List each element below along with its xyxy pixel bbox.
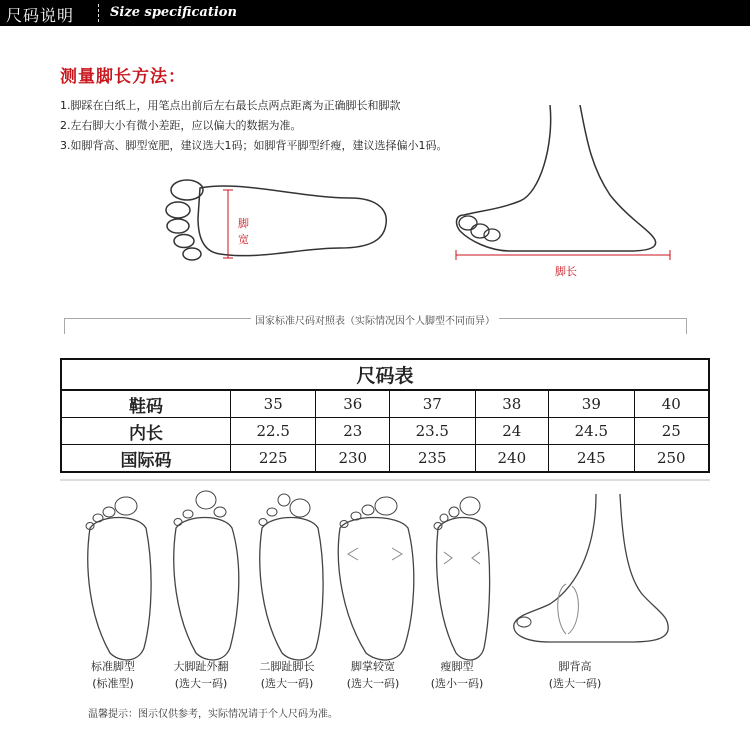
table-cell: 38 [475, 390, 549, 418]
table-cell: 250 [634, 445, 709, 473]
foot-long-second-toe-figure [259, 494, 323, 660]
table-cell: 230 [316, 445, 390, 473]
foot-high-instep-figure [514, 494, 668, 642]
foot-side-view-diagram [450, 105, 680, 275]
table-cell: 37 [390, 390, 475, 418]
measure-step: 1.脚踩在白纸上，用笔点出前后左右最长点两点距离为正确脚长和脚款 [60, 99, 401, 112]
foot-type-slim [402, 658, 512, 692]
table-cell: 39 [549, 390, 634, 418]
measure-title: 测量脚长方法： [60, 67, 186, 87]
table-row [61, 445, 709, 473]
compare-title [0, 312, 750, 327]
table-cell: 40 [634, 390, 709, 418]
foot-type-name: 脚掌较宽 [351, 660, 395, 673]
foot-width-label-2: 宽 [238, 233, 249, 246]
foot-wide-figure [338, 497, 414, 660]
foot-top-view-diagram [160, 168, 400, 268]
banner-divider [98, 4, 99, 22]
foot-type-name: 标准脚型 [91, 660, 135, 673]
measure-steps [60, 96, 448, 156]
header-banner [0, 0, 750, 26]
table-cell: 35 [231, 390, 316, 418]
table-cell: 24.5 [549, 418, 634, 445]
foot-type-advice: (标准型) [92, 677, 134, 690]
foot-type-name: 瘦脚型 [440, 660, 474, 673]
banner-title: 尺码说明 [6, 6, 75, 25]
row-label: 鞋码 [61, 390, 231, 418]
table-cell: 25 [634, 418, 709, 445]
size-table [60, 358, 710, 473]
table-cell: 240 [475, 445, 549, 473]
table-cell: 235 [390, 445, 475, 473]
table-cell: 225 [231, 445, 316, 473]
table-cell: 245 [549, 445, 634, 473]
compare-title-text: 国家标准尺码对照表（实际情况因个人脚型不同而异） [251, 316, 499, 327]
table-cell: 36 [316, 390, 390, 418]
foot-standard-figure [86, 497, 151, 660]
table-row [61, 390, 709, 418]
row-label: 国际码 [61, 445, 231, 473]
note-text: 温馨提示：图示仅供参考，实际情况请于个人尺码为准。 [88, 709, 338, 720]
foot-types-panel [60, 474, 710, 699]
foot-type-advice: (选大一码) [174, 677, 228, 690]
size-table-caption: 尺码表 [61, 359, 709, 390]
foot-type-high-instep [520, 658, 630, 692]
row-label: 内长 [61, 418, 231, 445]
foot-type-advice: (选大一码) [260, 677, 314, 690]
foot-type-advice: (选大一码) [548, 677, 602, 690]
foot-type-name: 大脚趾外翻 [173, 660, 229, 673]
measure-step: 3.如脚背高、脚型宽肥，建议选大1码；如脚背平脚型纤瘦，建议选择偏小1码。 [60, 139, 448, 152]
table-cell: 24 [475, 418, 549, 445]
measure-step: 2.左右脚大小有微小差距，应以偏大的数据为准。 [60, 119, 302, 132]
foot-type-advice: (选小一码) [430, 677, 484, 690]
table-cell: 23 [316, 418, 390, 445]
foot-type-name: 脚背高 [558, 660, 592, 673]
foot-type-name: 二脚趾脚长 [259, 660, 315, 673]
foot-bunion-figure [174, 491, 239, 660]
foot-width-label-1: 脚 [238, 217, 249, 230]
foot-length-label: 脚长 [555, 265, 577, 278]
table-cell: 23.5 [390, 418, 475, 445]
table-cell: 22.5 [231, 418, 316, 445]
foot-type-advice: (选大一码) [346, 677, 400, 690]
foot-slim-figure [434, 497, 490, 660]
table-row [61, 418, 709, 445]
banner-subtitle: Size specification [110, 5, 237, 20]
